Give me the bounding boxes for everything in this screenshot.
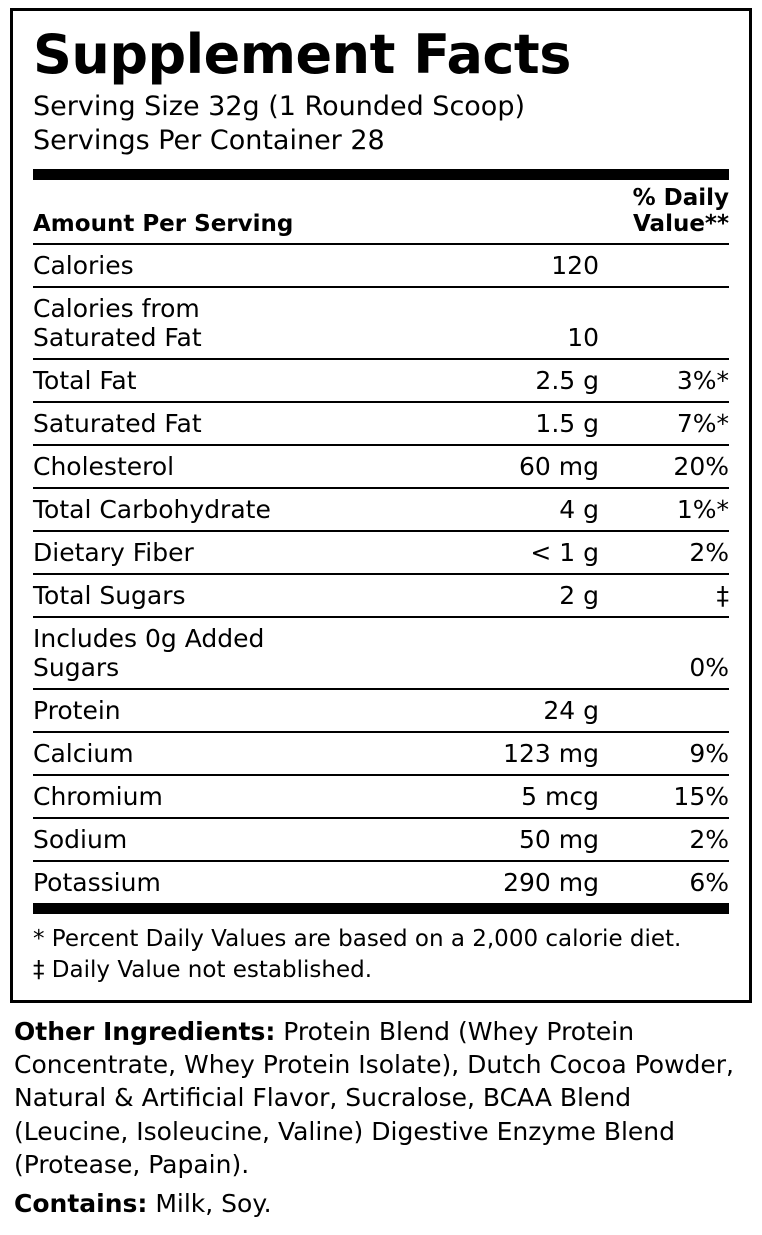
row-daily-value: 6%	[689, 867, 729, 897]
row-amount: 2 g	[321, 574, 609, 617]
contains-paragraph	[14, 1181, 748, 1220]
row-daily-value: 9%	[609, 732, 729, 775]
row-amount: 123 mg	[321, 732, 609, 775]
row-amount: 1.5 g	[321, 402, 609, 445]
other-ingredients-block	[10, 1003, 752, 1221]
row-daily-value: 1%*	[609, 488, 729, 531]
column-header-daily-value: % Daily Value**	[609, 180, 729, 244]
supplement-facts-panel	[10, 8, 752, 1003]
row-label: Protein	[33, 689, 321, 732]
row-label: Calories from Saturated Fat	[33, 287, 321, 359]
row-daily-value: 2%	[609, 531, 729, 574]
row-daily-value: ‡	[609, 574, 729, 617]
table-row	[33, 617, 729, 689]
row-label: Includes 0g Added Sugars	[33, 617, 321, 689]
table-row	[33, 445, 729, 488]
table-row	[33, 818, 729, 861]
row-amount: 290 mg	[503, 867, 599, 897]
row-label: Sodium	[33, 818, 321, 861]
row-daily-value: 0%	[609, 617, 729, 689]
table-row	[33, 359, 729, 402]
row-daily-value	[609, 689, 729, 732]
table-row	[33, 861, 729, 903]
row-amount	[321, 617, 609, 689]
nutrition-table	[33, 180, 729, 903]
row-daily-value: 7%*	[609, 402, 729, 445]
row-amount: 5 mcg	[321, 775, 609, 818]
row-label: Total Sugars	[33, 574, 321, 617]
table-row	[33, 574, 729, 617]
other-ingredients-label: Other Ingredients:	[14, 1016, 276, 1046]
row-label: Potassium	[33, 867, 161, 897]
table-row	[33, 689, 729, 732]
row-label: Saturated Fat	[33, 402, 321, 445]
row-amount: 60 mg	[321, 445, 609, 488]
table-row	[33, 775, 729, 818]
column-header-spacer	[321, 180, 609, 244]
footnotes	[33, 914, 729, 986]
row-daily-value: 3%*	[609, 359, 729, 402]
row-amount: 24 g	[321, 689, 609, 732]
table-row	[33, 402, 729, 445]
contains-label: Contains:	[14, 1189, 148, 1219]
row-daily-value: 15%	[609, 775, 729, 818]
table-row	[33, 244, 729, 287]
other-ingredients-paragraph	[14, 1015, 748, 1181]
row-label: Chromium	[33, 775, 321, 818]
row-amount: 50 mg	[321, 818, 609, 861]
row-label: Total Carbohydrate	[33, 488, 321, 531]
row-daily-value: 20%	[609, 445, 729, 488]
row-amount: < 1 g	[321, 531, 609, 574]
row-amount: 120	[321, 244, 609, 287]
servings-per-container-text: Servings Per Container 28	[33, 125, 385, 157]
row-daily-value	[609, 244, 729, 287]
table-row	[33, 732, 729, 775]
row-daily-value: 2%	[609, 818, 729, 861]
footnote-percent-daily-values: * Percent Daily Values are based on a 2,000 calorie diet.	[33, 925, 682, 952]
divider-thick-top	[33, 169, 729, 180]
row-label: Dietary Fiber	[33, 531, 321, 574]
row-label: Calories	[33, 244, 321, 287]
row-label: Total Fat	[33, 359, 321, 402]
table-row	[33, 531, 729, 574]
row-amount: 10	[321, 287, 609, 359]
row-amount: 4 g	[321, 488, 609, 531]
other-ingredients-text: Protein Blend (Whey Protein Concentrate, Whey Protein Isolate), Dutch Cocoa Powder, Natural & Artificial Flavor, Sucralose, BCAA Blend (Leucine, Isoleucine, Valine) Digestive Enzyme Blend (Protease, Papain).	[14, 1016, 734, 1179]
divider-thick-bottom	[33, 903, 729, 914]
row-amount: 2.5 g	[321, 359, 609, 402]
row-label: Calcium	[33, 732, 321, 775]
table-row	[33, 287, 729, 359]
column-header-amount: Amount Per Serving	[33, 180, 321, 244]
row-daily-value	[609, 287, 729, 359]
contains-text: Milk, Soy.	[147, 1189, 272, 1219]
serving-size-text: Serving Size 32g (1 Rounded Scoop)	[33, 90, 525, 122]
nutrition-table-body	[33, 180, 729, 903]
row-label: Cholesterol	[33, 445, 321, 488]
table-row	[33, 488, 729, 531]
table-header-row	[33, 180, 729, 244]
footnote-daily-value-not-established: ‡ Daily Value not established.	[33, 956, 373, 983]
page-title: Supplement Facts	[33, 23, 571, 86]
